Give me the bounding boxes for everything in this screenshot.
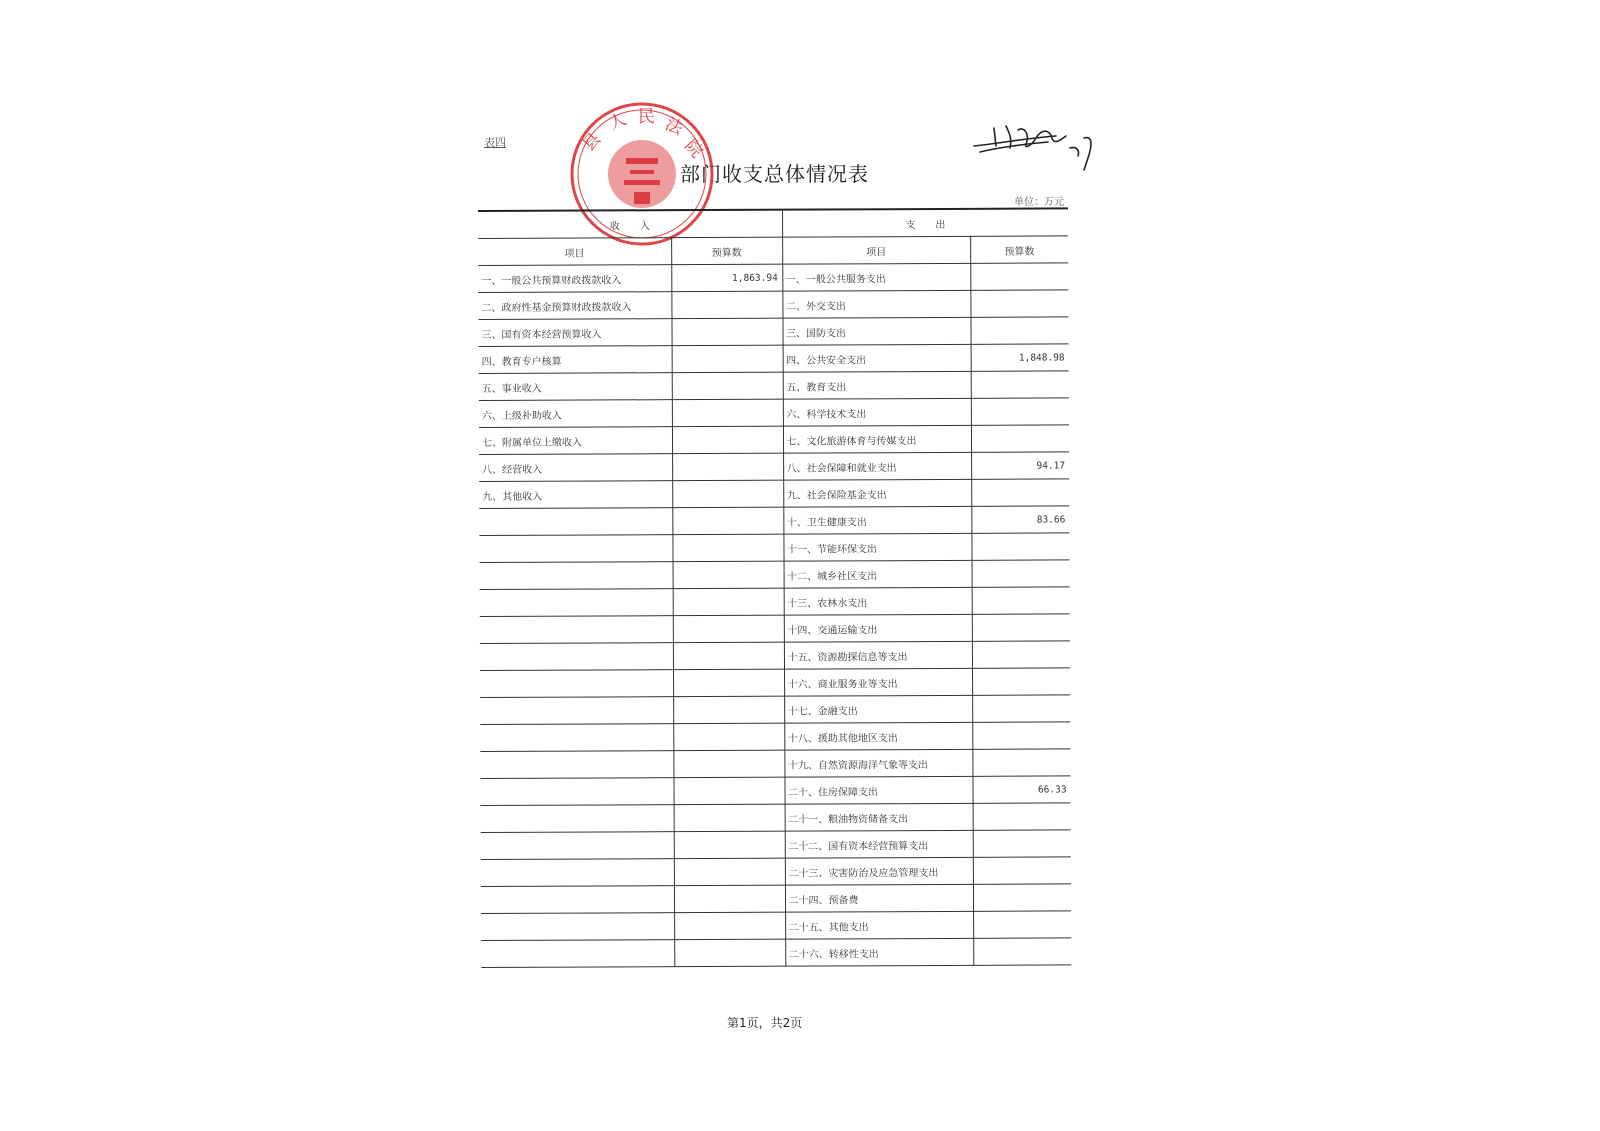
unit-label: 单位：万元 xyxy=(1014,197,1064,208)
income-budget-cell xyxy=(672,345,783,372)
income-section-header: 收 入 xyxy=(478,210,782,239)
income-budget-cell xyxy=(672,372,783,399)
expense-budget-cell xyxy=(971,371,1069,398)
table-row xyxy=(480,776,1070,806)
table-row xyxy=(480,695,1070,725)
table-row xyxy=(480,560,1070,590)
income-budget-cell xyxy=(673,696,784,723)
expense-item-cell: 二十四、预备费 xyxy=(785,884,973,912)
table-row xyxy=(481,938,1071,968)
expense-budget-cell xyxy=(971,479,1069,506)
income-budget-cell xyxy=(673,669,784,696)
table-row xyxy=(478,290,1068,320)
svg-text:院: 院 xyxy=(680,135,707,162)
table-row xyxy=(478,317,1068,347)
income-budget-cell xyxy=(672,426,783,453)
table-row xyxy=(479,506,1069,536)
expense-budget-cell xyxy=(973,803,1071,830)
expense-budget-header: 预算数 xyxy=(970,236,1068,263)
income-item-cell: 八、经营收入 xyxy=(479,454,672,482)
income-item-cell xyxy=(480,697,673,725)
expense-budget-cell xyxy=(973,884,1071,911)
income-item-cell xyxy=(480,778,673,806)
table-row xyxy=(481,857,1071,887)
svg-text:法: 法 xyxy=(661,114,686,140)
expense-item-cell: 十四、交通运输支出 xyxy=(784,614,972,642)
income-expense-table xyxy=(478,207,1071,968)
table-row xyxy=(478,263,1068,293)
svg-text:县: 县 xyxy=(578,129,606,156)
expense-budget-cell xyxy=(971,425,1069,452)
expense-budget-cell xyxy=(972,668,1070,695)
expense-budget-cell xyxy=(973,830,1071,857)
expense-budget-cell: 94.17 xyxy=(971,452,1069,479)
income-budget-cell xyxy=(674,939,785,966)
expense-item-cell: 十、卫生健康支出 xyxy=(783,506,971,534)
table-row xyxy=(480,749,1070,779)
income-item-cell: 一、一般公共预算财政拨款收入 xyxy=(478,265,671,293)
income-item-cell xyxy=(481,886,674,914)
expense-budget-cell xyxy=(972,614,1070,641)
expense-item-cell: 四、公共安全支出 xyxy=(783,344,971,372)
expense-item-cell: 二十一、粮油物资储备支出 xyxy=(785,803,973,831)
expense-budget-cell xyxy=(973,938,1071,965)
income-item-cell xyxy=(480,616,673,644)
income-budget-header: 预算数 xyxy=(671,237,782,264)
expense-budget-cell xyxy=(972,695,1070,722)
income-item-header: 项目 xyxy=(478,238,671,266)
expense-item-cell: 一、一般公共服务支出 xyxy=(782,263,970,291)
income-budget-cell xyxy=(674,912,785,939)
svg-text:民: 民 xyxy=(638,107,655,127)
income-budget-cell xyxy=(673,750,784,777)
income-budget-cell xyxy=(673,588,784,615)
expense-item-cell: 十五、资源勘探信息等支出 xyxy=(784,641,972,669)
income-item-cell xyxy=(481,832,674,860)
income-item-cell: 七、附属单位上缴收入 xyxy=(479,427,672,455)
expense-budget-cell xyxy=(973,857,1071,884)
income-item-cell xyxy=(480,751,673,779)
expense-item-header: 项目 xyxy=(782,236,970,264)
income-budget-cell xyxy=(673,561,784,588)
table-row xyxy=(481,830,1071,860)
income-budget-cell xyxy=(673,777,784,804)
expense-item-cell: 二十五、其他支出 xyxy=(785,911,973,939)
income-item-cell: 九、其他收入 xyxy=(479,481,672,509)
income-item-cell: 五、事业收入 xyxy=(479,373,672,401)
expense-section-header: 支 出 xyxy=(782,208,1068,237)
expense-budget-cell: 83.66 xyxy=(971,506,1069,533)
income-item-cell: 二、政府性基金预算财政拨款收入 xyxy=(478,292,671,320)
expense-item-cell: 十二、城乡社区支出 xyxy=(784,560,972,588)
expense-budget-cell xyxy=(971,533,1069,560)
table-row xyxy=(481,884,1071,914)
expense-budget-cell xyxy=(970,317,1068,344)
table-row xyxy=(480,722,1070,752)
income-item-cell xyxy=(480,589,673,617)
table-row xyxy=(481,803,1071,833)
income-item-cell: 四、教育专户核算 xyxy=(479,346,672,374)
expense-budget-cell xyxy=(970,263,1068,290)
income-budget-cell xyxy=(674,858,785,885)
expense-item-cell: 五、教育支出 xyxy=(783,371,971,399)
expense-item-cell: 七、文化旅游体育与传媒支出 xyxy=(783,425,971,453)
income-item-cell: 六、上级补助收入 xyxy=(479,400,672,428)
income-budget-cell xyxy=(674,804,785,831)
income-budget-cell xyxy=(674,885,785,912)
table-row xyxy=(479,371,1069,401)
income-budget-cell: 1,863.94 xyxy=(671,264,782,291)
page-number: 第1页，共2页 xyxy=(727,1016,803,1030)
section-header-row xyxy=(478,208,1068,238)
expense-item-cell: 二十二、国有资本经营预算支出 xyxy=(785,830,973,858)
column-header-row xyxy=(478,236,1068,266)
expense-budget-cell xyxy=(972,587,1070,614)
table-row xyxy=(480,668,1070,698)
expense-budget-cell xyxy=(972,560,1070,587)
income-item-cell xyxy=(481,913,674,941)
table-row xyxy=(479,425,1069,455)
income-item-cell xyxy=(481,940,674,968)
income-budget-cell xyxy=(673,615,784,642)
income-item-cell xyxy=(479,535,672,563)
expense-budget-cell: 1,848.98 xyxy=(971,344,1069,371)
income-budget-cell xyxy=(672,399,783,426)
income-item-cell xyxy=(480,670,673,698)
table-row xyxy=(479,344,1069,374)
table-row xyxy=(479,398,1069,428)
expense-budget-cell xyxy=(973,911,1071,938)
income-item-cell xyxy=(479,508,672,536)
income-budget-cell xyxy=(673,642,784,669)
income-item-cell xyxy=(481,859,674,887)
expense-budget-cell xyxy=(971,398,1069,425)
expense-item-cell: 九、社会保险基金支出 xyxy=(783,479,971,507)
income-item-cell xyxy=(481,805,674,833)
expense-item-cell: 二十、住房保障支出 xyxy=(784,776,972,804)
expense-budget-cell xyxy=(972,749,1070,776)
expense-item-cell: 十七、金融支出 xyxy=(784,695,972,723)
income-budget-cell xyxy=(671,318,782,345)
income-item-cell xyxy=(480,643,673,671)
income-item-cell xyxy=(480,562,673,590)
table-row xyxy=(479,533,1069,563)
expense-budget-cell xyxy=(972,641,1070,668)
table-tag: 表四 xyxy=(484,136,506,149)
expense-budget-cell xyxy=(970,290,1068,317)
income-budget-cell xyxy=(672,534,783,561)
table-body xyxy=(478,263,1071,968)
expense-budget-cell: 66.33 xyxy=(972,776,1070,803)
table-row xyxy=(480,587,1070,617)
expense-item-cell: 八、社会保障和就业支出 xyxy=(783,452,971,480)
income-budget-cell xyxy=(674,831,785,858)
income-budget-cell xyxy=(671,291,782,318)
expense-item-cell: 六、科学技术支出 xyxy=(783,398,971,426)
income-item-cell: 三、国有资本经营预算收入 xyxy=(478,319,671,347)
expense-item-cell: 十八、援助其他地区支出 xyxy=(784,722,972,750)
expense-item-cell: 十一、节能环保支出 xyxy=(783,533,971,561)
table-row xyxy=(480,641,1070,671)
table-row xyxy=(479,452,1069,482)
table-row xyxy=(481,911,1071,941)
page-title: 部门收支总体情况表 xyxy=(680,162,869,186)
expense-item-cell: 十三、农林水支出 xyxy=(784,587,972,615)
expense-item-cell: 十六、商业服务业等支出 xyxy=(784,668,972,696)
expense-budget-cell xyxy=(972,722,1070,749)
table-row xyxy=(480,614,1070,644)
expense-item-cell: 二、外交支出 xyxy=(782,290,970,318)
expense-item-cell: 三、国防支出 xyxy=(782,317,970,345)
income-budget-cell xyxy=(672,507,783,534)
expense-item-cell: 二十六、转移性支出 xyxy=(785,938,973,966)
income-budget-cell xyxy=(672,480,783,507)
expense-item-cell: 二十三、灾害防治及应急管理支出 xyxy=(785,857,973,885)
income-item-cell xyxy=(480,724,673,752)
svg-text:人: 人 xyxy=(605,109,630,135)
income-budget-cell xyxy=(673,723,784,750)
income-budget-cell xyxy=(672,453,783,480)
table-row xyxy=(479,479,1069,509)
handwritten-signature xyxy=(966,108,1106,178)
expense-item-cell: 十九、自然资源海洋气象等支出 xyxy=(784,749,972,777)
